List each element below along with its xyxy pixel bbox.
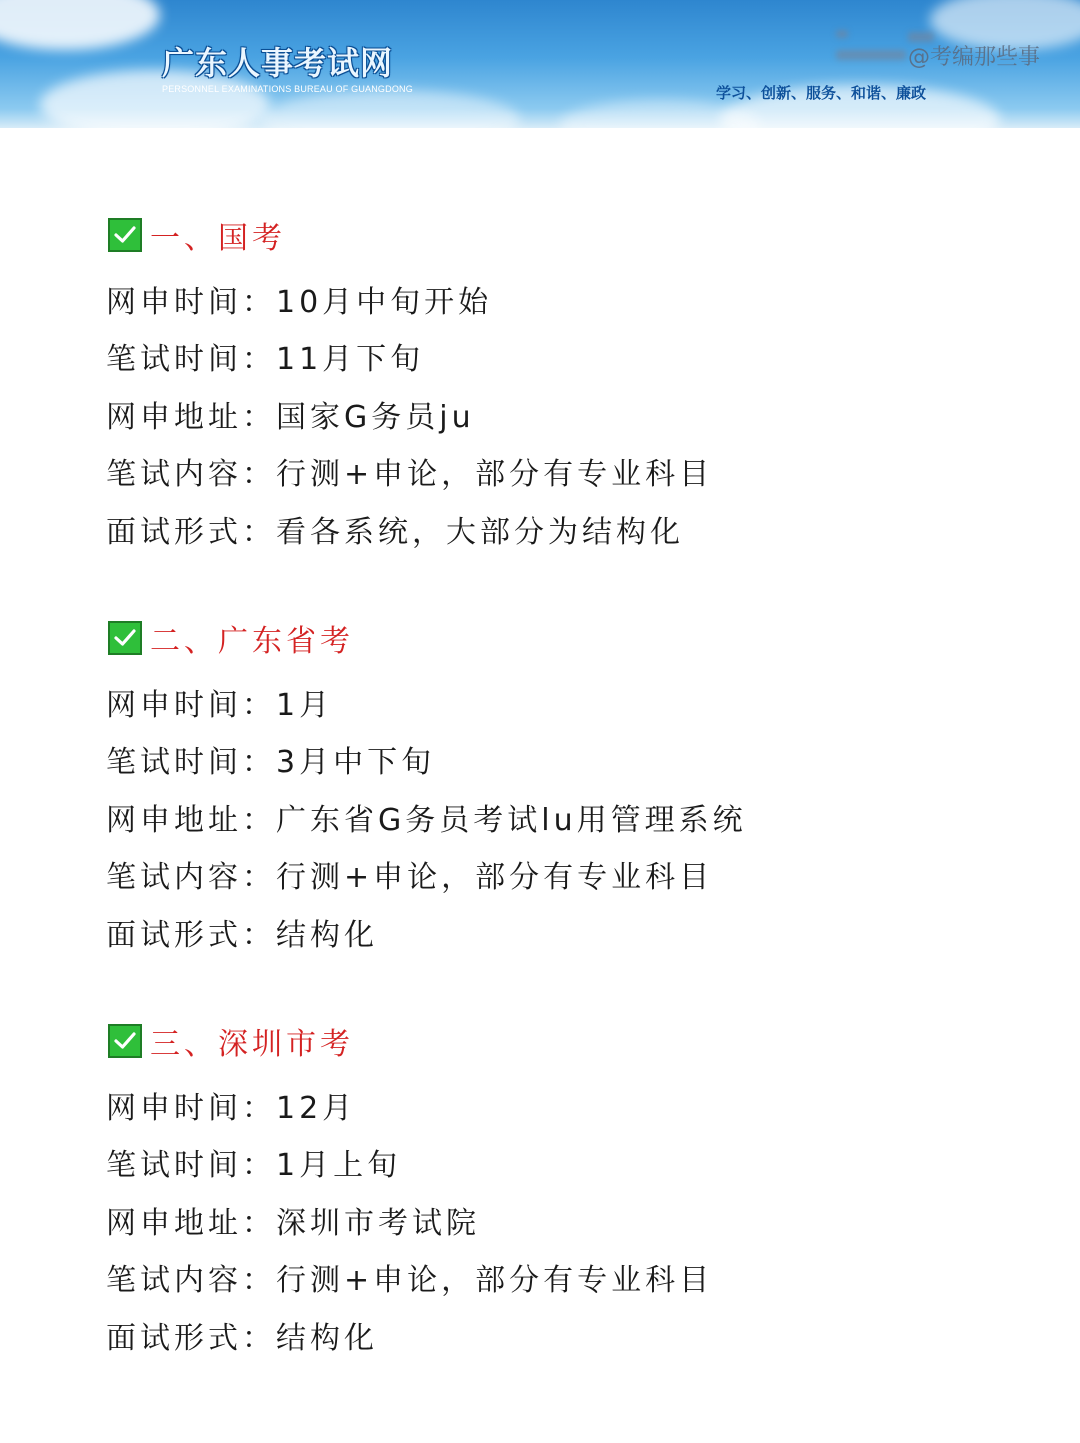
row-value: 1月 bbox=[276, 687, 334, 723]
section-heading bbox=[106, 1018, 713, 1064]
row-label: 笔试内容： bbox=[106, 1263, 276, 1299]
row-label: 笔试内容： bbox=[106, 457, 276, 493]
info-row bbox=[106, 443, 713, 501]
site-logo-title: 广东人事考试网 bbox=[162, 44, 394, 82]
cloud-decoration bbox=[0, 0, 160, 50]
row-value: 1月上旬 bbox=[276, 1148, 402, 1184]
row-label: 网申地址： bbox=[106, 802, 276, 838]
row-label: 网申时间： bbox=[106, 687, 276, 723]
row-label: 笔试时间： bbox=[106, 342, 276, 378]
header-banner bbox=[0, 0, 1080, 128]
row-value: 结构化 bbox=[276, 1320, 378, 1356]
cloud-decoration bbox=[260, 90, 520, 128]
row-label: 网申时间： bbox=[106, 284, 276, 320]
section-title: 二、广东省考 bbox=[150, 624, 354, 659]
row-label: 网申时间： bbox=[106, 1090, 276, 1126]
row-label: 面试形式： bbox=[106, 917, 276, 953]
row-label: 笔试时间： bbox=[106, 745, 276, 781]
row-label: 笔试时间： bbox=[106, 1148, 276, 1184]
row-value: 3月中下旬 bbox=[276, 745, 436, 781]
info-row bbox=[106, 846, 747, 904]
row-value: 看各系统，大部分为结构化 bbox=[276, 514, 684, 550]
info-row bbox=[106, 1306, 713, 1364]
site-logo-subtitle: PERSONNEL EXAMINATIONS BUREAU OF GUANGDONG bbox=[162, 84, 413, 94]
section-national-exam bbox=[106, 212, 713, 558]
check-box-icon bbox=[108, 1024, 142, 1058]
row-label: 面试形式： bbox=[106, 514, 276, 550]
check-box-icon bbox=[108, 621, 142, 655]
row-label: 网申地址： bbox=[106, 399, 276, 435]
row-value: 行测+申论，部分有专业科目 bbox=[276, 1263, 714, 1299]
cloud-decoration bbox=[560, 100, 760, 128]
row-value: 国家G务员ju bbox=[276, 399, 475, 435]
info-row bbox=[106, 1134, 713, 1192]
row-value: 12月 bbox=[276, 1090, 357, 1126]
row-value: 10月中旬开始 bbox=[276, 284, 493, 320]
info-row bbox=[106, 385, 713, 443]
row-value: 深圳市考试院 bbox=[276, 1205, 480, 1241]
row-value: 广东省G务员考试lu用管理系统 bbox=[276, 802, 747, 838]
row-label: 面试形式： bbox=[106, 1320, 276, 1356]
info-row bbox=[106, 500, 713, 558]
watermark: @考编那些事 bbox=[908, 45, 1041, 70]
section-shenzhen-exam bbox=[106, 1018, 713, 1364]
info-row bbox=[106, 731, 747, 789]
check-box-icon bbox=[108, 218, 142, 252]
section-heading bbox=[106, 212, 713, 258]
info-row bbox=[106, 1076, 713, 1134]
info-row bbox=[106, 328, 713, 386]
info-row bbox=[106, 1191, 713, 1249]
info-row bbox=[106, 1249, 713, 1307]
row-value: 11月下旬 bbox=[276, 342, 425, 378]
info-row bbox=[106, 903, 747, 961]
section-heading bbox=[106, 615, 747, 661]
info-row bbox=[106, 673, 747, 731]
row-value: 行测+申论，部分有专业科目 bbox=[276, 457, 714, 493]
section-title: 三、深圳市考 bbox=[150, 1027, 354, 1062]
section-title: 一、国考 bbox=[150, 221, 286, 256]
info-row bbox=[106, 788, 747, 846]
site-slogan: 学习、创新、服务、和谐、廉政 bbox=[716, 84, 927, 102]
info-row bbox=[106, 270, 713, 328]
row-value: 结构化 bbox=[276, 917, 378, 953]
section-guangdong-exam bbox=[106, 615, 747, 961]
row-label: 网申地址： bbox=[106, 1205, 276, 1241]
row-label: 笔试内容： bbox=[106, 860, 276, 896]
row-value: 行测+申论，部分有专业科目 bbox=[276, 860, 714, 896]
